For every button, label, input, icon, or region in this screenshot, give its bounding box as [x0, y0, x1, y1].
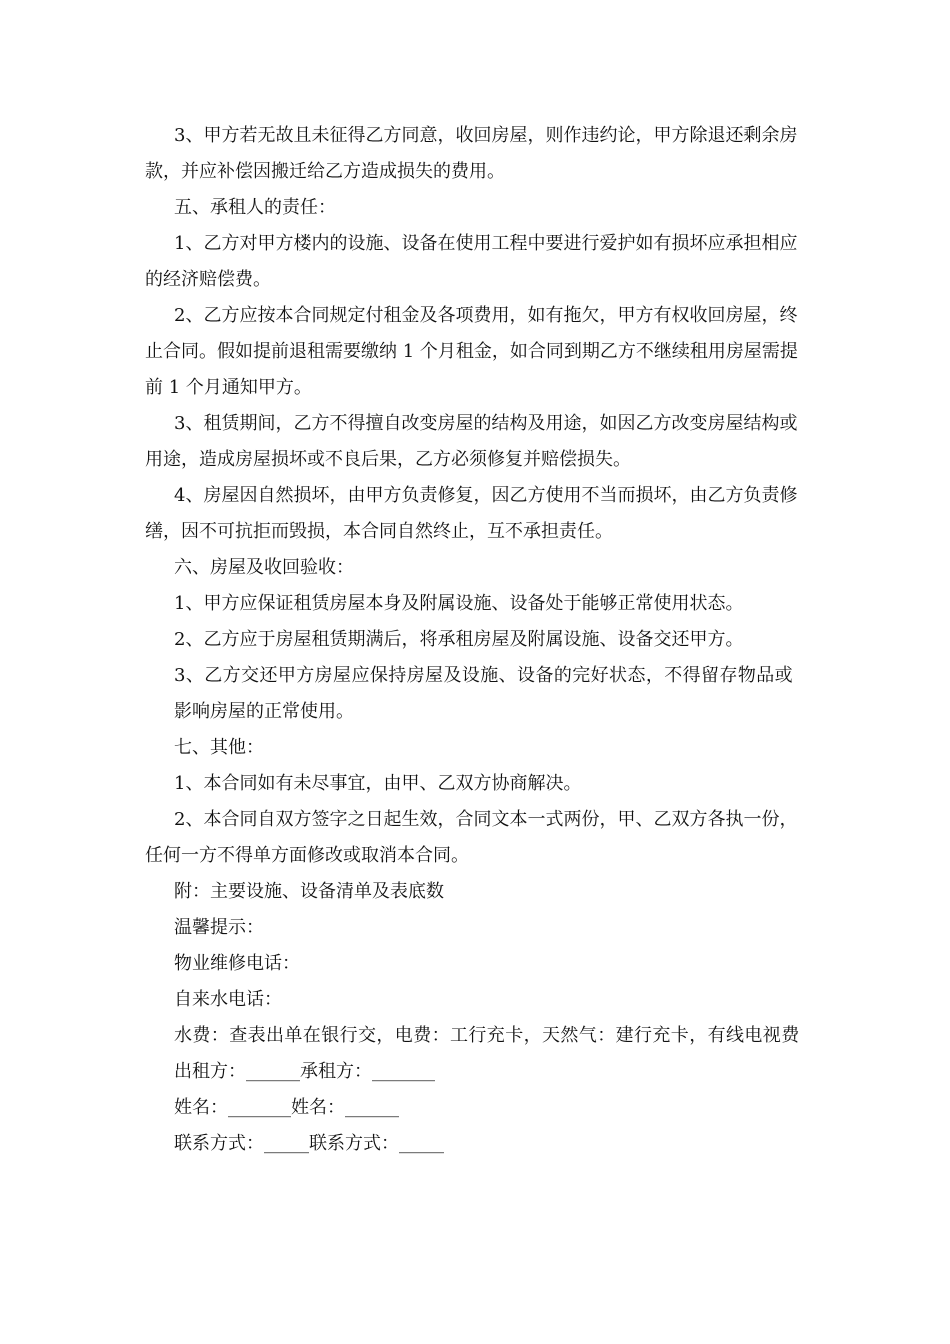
clause-tenant-rent: 2、乙方应按本合同规定付租金及各项费用，如有拖欠，甲方有权收回房屋，终止合同。假如提前退租需要缴纳 1 个月租金，如合同到期乙方不继续租用房屋需提前 1 个月通知甲方。	[145, 305, 798, 398]
clause-effect: 2、本合同自双方签字之日起生效，合同文本一式两份，甲、乙双方各执一份，任何一方不得单方面修改或取消本合同。	[145, 809, 798, 866]
clause-return-condition-cont: 影响房屋的正常使用。	[174, 701, 354, 722]
clause-negotiation: 1、本合同如有未尽事宜，由甲、乙双方协商解决。	[174, 773, 582, 794]
utility-payment-line: 水费：查表出单在银行交，电费：工行充卡，天然气：建行充卡，有线电视费	[174, 1025, 800, 1046]
clause-tenant-care: 1、乙方对甲方楼内的设施、设备在使用工程中要进行爱护如有损坏应承担相应的经济赔偿费。	[145, 233, 798, 290]
section-heading-inspection: 六、房屋及收回验收：	[174, 557, 354, 578]
clause-tenant-structure: 3、租赁期间，乙方不得擅自改变房屋的结构及用途，如因乙方改变房屋结构或用途，造成房屋损坏或不良后果，乙方必须修复并赔偿损失。	[145, 413, 798, 470]
clause-return-condition: 3、乙方交还甲方房屋应保持房屋及设施、设备的完好状态，不得留存物品或	[174, 665, 794, 686]
property-phone-line: 物业维修电话：	[174, 953, 300, 974]
section-heading-tenant-duties: 五、承租人的责任：	[174, 197, 336, 218]
section-heading-other: 七、其他：	[174, 737, 264, 758]
signature-party-line: 出租方：______承租方：_______	[174, 1061, 435, 1082]
clause-natural-damage: 4、房屋因自然损坏，由甲方负责修复，因乙方使用不当而损坏，由乙方负责修缮，因不可抗拒而毁损，本合同自然终止，互不承担责任。	[145, 485, 798, 542]
signature-name-line: 姓名：_______姓名：______	[174, 1097, 399, 1118]
document-body	[145, 118, 807, 1162]
attachment-note: 附：主要设施、设备清单及表底数	[174, 881, 444, 902]
clause-landlord-breach: 3、甲方若无故且未征得乙方同意，收回房屋，则作违约论，甲方除退还剩余房款，并应补偿因搬迁给乙方造成损失的费用。	[145, 125, 798, 182]
signature-contact-line: 联系方式：_____联系方式：_____	[174, 1133, 444, 1154]
tips-heading: 温馨提示：	[174, 917, 264, 938]
clause-tenant-return: 2、乙方应于房屋租赁期满后，将承租房屋及附属设施、设备交还甲方。	[174, 629, 744, 650]
water-phone-line: 自来水电话：	[174, 989, 282, 1010]
clause-landlord-guarantee: 1、甲方应保证租赁房屋本身及附属设施、设备处于能够正常使用状态。	[174, 593, 744, 614]
